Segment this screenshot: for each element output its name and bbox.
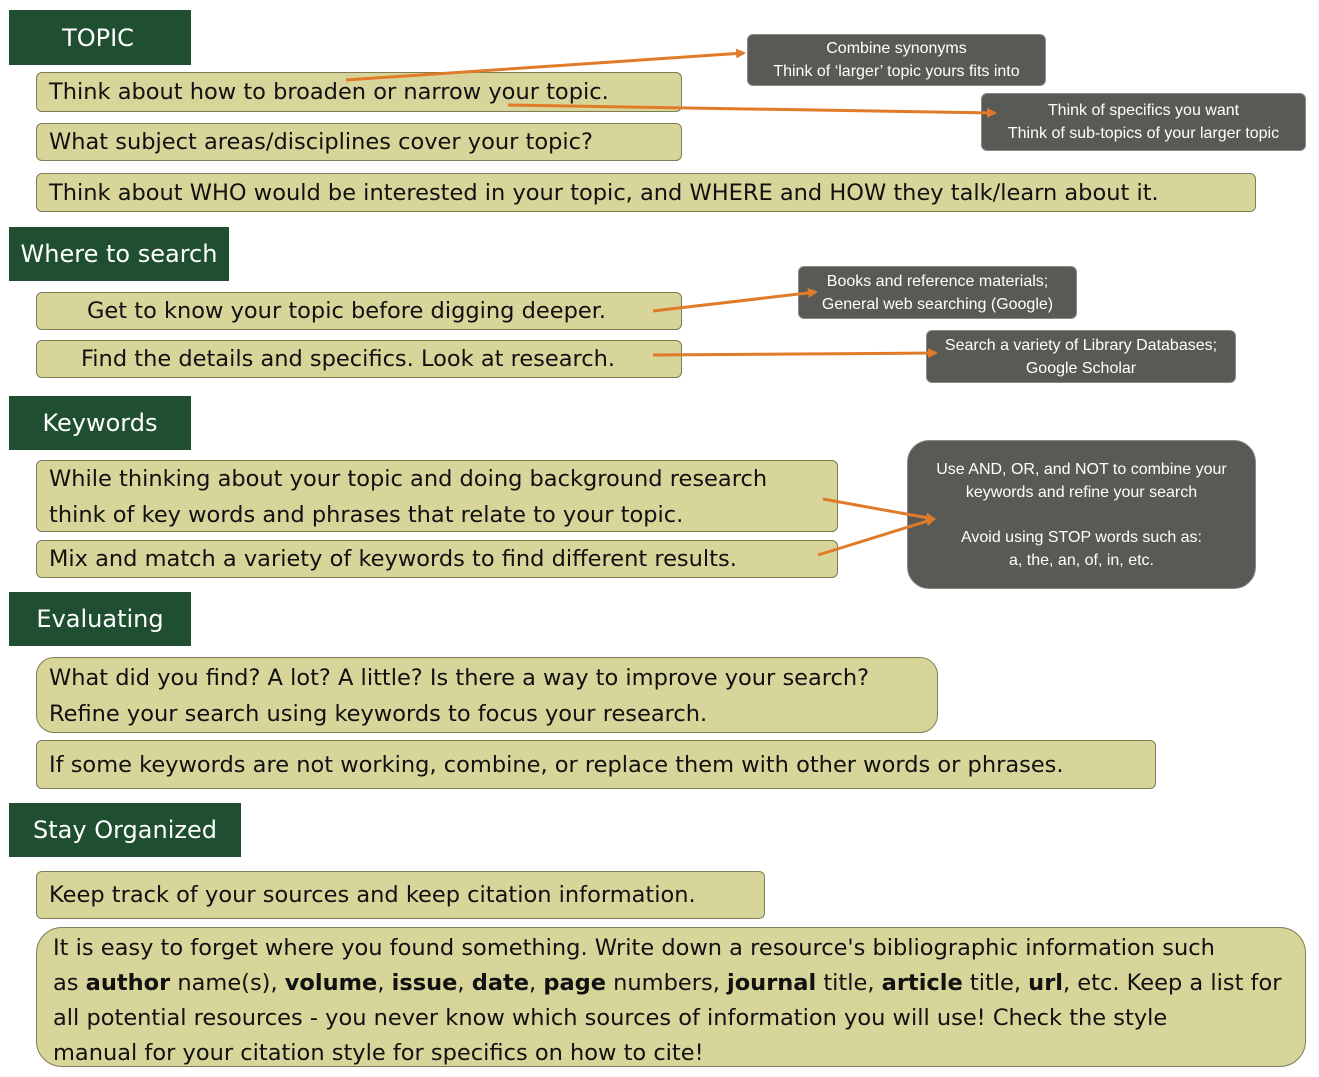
- section-header-evaluating: [9, 592, 191, 646]
- section-title: Keywords: [42, 409, 158, 437]
- bold-date: date: [471, 970, 530, 996]
- note-line: Use AND, OR, and NOT to combine your: [936, 460, 1227, 478]
- note-line: Avoid using STOP words such as:: [960, 528, 1202, 546]
- bold-author: author: [85, 970, 171, 996]
- note-line: Combine synonyms: [826, 40, 967, 57]
- note-line: Search a variety of Library Databases;: [944, 336, 1218, 354]
- note-narrow: [981, 93, 1306, 151]
- item-line: Refine your search using keywords to focus your research.: [49, 701, 708, 727]
- item-line: think of key words and phrases that relate to your topic.: [49, 502, 684, 528]
- text-run: numbers,: [606, 970, 727, 996]
- item-line: [53, 966, 1289, 1001]
- bold-page: page: [543, 970, 606, 996]
- section-header-where-to-search: [9, 227, 229, 281]
- note-spacer: [908, 504, 1255, 526]
- arrow-research: [653, 353, 936, 355]
- topic-item-broaden-narrow: [36, 72, 682, 112]
- note-line: Think of ‘larger’ topic yours fits into: [773, 63, 1020, 80]
- keywords-item-mix-match: [36, 540, 838, 578]
- bold-journal: journal: [727, 970, 817, 996]
- item-line: all potential resources - you never know which sources of information you will use! Check the style: [53, 1005, 1168, 1031]
- bold-issue: issue: [391, 970, 458, 996]
- section-title: Evaluating: [36, 605, 164, 633]
- item-text: Keep track of your sources and keep citation information.: [49, 882, 696, 908]
- text-run: title,: [816, 970, 882, 996]
- organized-item-keep-track: [36, 871, 765, 919]
- bold-volume: volume: [284, 970, 378, 996]
- keywords-item-think: [36, 460, 838, 532]
- bold-url: url: [1028, 970, 1063, 996]
- note-line: Think of sub-topics of your larger topic: [1007, 125, 1280, 142]
- item-text: What subject areas/disciplines cover your topic?: [49, 129, 593, 155]
- text-run: title,: [962, 970, 1029, 996]
- text-run: name(s),: [170, 970, 285, 996]
- item-text: Find the details and specifics. Look at research.: [81, 346, 616, 372]
- item-line: What did you find? A lot? A little? Is there a way to improve your search?: [49, 665, 870, 691]
- item-text: Mix and match a variety of keywords to find different results.: [49, 546, 737, 572]
- topic-item-who-where-how: [36, 173, 1256, 212]
- note-boolean-stopwords: [907, 440, 1256, 589]
- section-title: Where to search: [20, 240, 218, 268]
- note-line: Google Scholar: [1025, 359, 1137, 377]
- where-item-background: [36, 292, 682, 330]
- bold-article: article: [881, 970, 963, 996]
- text-run: ,: [457, 970, 472, 996]
- item-text: If some keywords are not working, combine, or replace them with other words or phrases.: [49, 751, 1064, 778]
- note-research: [926, 330, 1236, 383]
- section-title: TOPIC: [62, 23, 134, 52]
- item-text: Think about how to broaden or narrow your topic.: [49, 79, 609, 105]
- text-run: ,: [529, 970, 544, 996]
- text-run: , etc. Keep a list for: [1063, 970, 1282, 996]
- item-line: While thinking about your topic and doing background research: [49, 466, 768, 492]
- where-item-research: [36, 340, 682, 378]
- note-line: Think of specifics you want: [1047, 102, 1240, 119]
- note-broaden: [747, 34, 1046, 86]
- organized-item-bibliographic-info: [36, 927, 1306, 1067]
- section-title: Stay Organized: [33, 816, 217, 844]
- text-run: as: [53, 970, 86, 996]
- note-line: Books and reference materials;: [826, 272, 1049, 290]
- text-run: ,: [377, 970, 392, 996]
- evaluating-item-keywords-not-working: [36, 740, 1156, 789]
- note-line: a, the, an, of, in, etc.: [1009, 551, 1154, 569]
- topic-item-subject-areas: [36, 123, 682, 161]
- note-line: General web searching (Google): [821, 295, 1054, 313]
- item-line: manual for your citation style for specifics on how to cite!: [53, 1040, 704, 1066]
- item-line: It is easy to forget where you found something. Write down a resource's bibliographic information such: [53, 935, 1215, 961]
- section-header-topic: [9, 10, 191, 65]
- note-background: [798, 266, 1077, 319]
- item-text: Get to know your topic before digging deeper.: [87, 298, 607, 324]
- section-header-keywords: [9, 396, 191, 450]
- evaluating-item-what-found: [36, 657, 938, 733]
- note-line: keywords and refine your search: [965, 483, 1198, 501]
- item-text: Think about WHO would be interested in your topic, and WHERE and HOW they talk/learn about it.: [49, 179, 1159, 206]
- section-header-stay-organized: [9, 803, 241, 857]
